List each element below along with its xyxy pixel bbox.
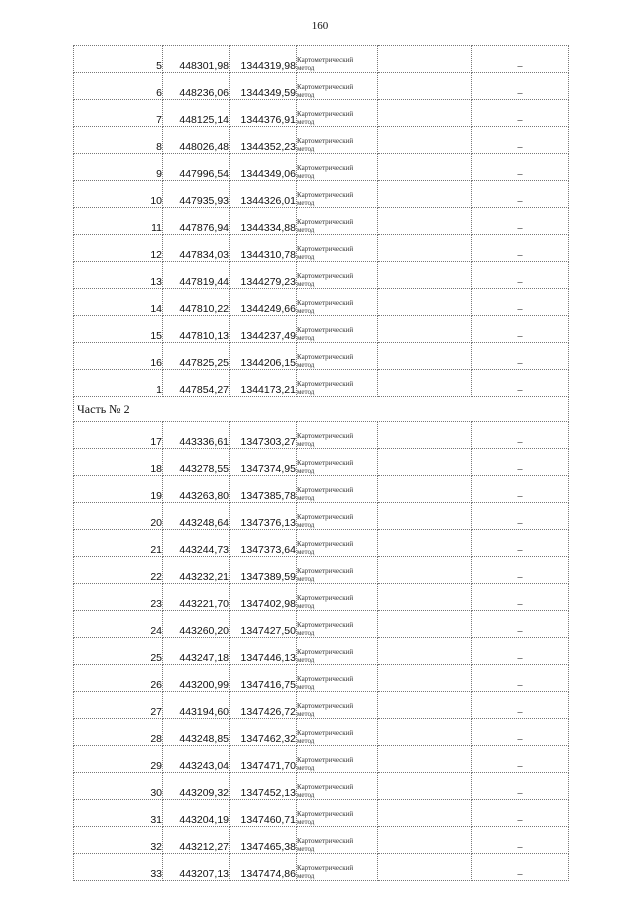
method-text: метод [297, 710, 315, 718]
point-number: 18 [74, 449, 163, 476]
method-text: метод [297, 845, 315, 853]
table-row [74, 208, 569, 235]
table-body-part-2 [74, 422, 569, 881]
method-cell [297, 800, 378, 827]
point-number: 14 [74, 289, 163, 316]
dash-cell: – [472, 719, 569, 746]
empty-cell [378, 181, 472, 208]
method-cell [297, 73, 378, 100]
method-text: метод [297, 280, 315, 288]
coordinate-y: 1347460,71 [230, 800, 297, 827]
coordinate-x: 443243,04 [163, 746, 230, 773]
method-cell [297, 316, 378, 343]
point-number: 6 [74, 73, 163, 100]
coordinate-x: 443336,61 [163, 422, 230, 449]
table-row [74, 46, 569, 73]
method-cell [297, 100, 378, 127]
coordinate-x: 443278,55 [163, 449, 230, 476]
method-text: Картометрический [297, 191, 354, 199]
coordinate-y: 1344249,66 [230, 289, 297, 316]
method-cell [297, 343, 378, 370]
dash-cell: – [472, 854, 569, 881]
point-number: 24 [74, 611, 163, 638]
dash-cell: – [472, 746, 569, 773]
table-row [74, 235, 569, 262]
coordinate-y: 1347471,70 [230, 746, 297, 773]
dash-cell: – [472, 422, 569, 449]
table-row [74, 100, 569, 127]
table-row [74, 584, 569, 611]
point-number: 28 [74, 719, 163, 746]
table-row [74, 422, 569, 449]
method-cell [297, 719, 378, 746]
coordinate-x: 448236,06 [163, 73, 230, 100]
table-row [74, 827, 569, 854]
dash-cell: – [472, 370, 569, 397]
method-text: метод [297, 683, 315, 691]
coordinate-y: 1347446,13 [230, 638, 297, 665]
coordinate-y: 1344349,06 [230, 154, 297, 181]
empty-cell [378, 800, 472, 827]
coordinate-y: 1344334,88 [230, 208, 297, 235]
dash-cell: – [472, 773, 569, 800]
method-text: метод [297, 172, 315, 180]
method-text: Картометрический [297, 702, 354, 710]
dash-cell: – [472, 692, 569, 719]
method-text: Картометрический [297, 783, 354, 791]
table-row [74, 154, 569, 181]
dash-cell: – [472, 181, 569, 208]
coordinate-x: 443221,70 [163, 584, 230, 611]
method-text: Картометрический [297, 540, 354, 548]
dash-cell: – [472, 208, 569, 235]
table-row [74, 316, 569, 343]
table-row [74, 692, 569, 719]
point-number: 22 [74, 557, 163, 584]
coordinate-x: 443209,32 [163, 773, 230, 800]
empty-cell [378, 665, 472, 692]
dash-cell: – [472, 73, 569, 100]
method-cell [297, 449, 378, 476]
method-cell [297, 638, 378, 665]
coordinate-y: 1347303,27 [230, 422, 297, 449]
method-text: метод [297, 656, 315, 664]
coordinates-table [73, 45, 569, 881]
empty-cell [378, 235, 472, 262]
method-text: метод [297, 253, 315, 261]
method-text: метод [297, 764, 315, 772]
table-row [74, 854, 569, 881]
method-text: метод [297, 791, 315, 799]
empty-cell [378, 557, 472, 584]
table-row [74, 181, 569, 208]
method-text: метод [297, 440, 315, 448]
coordinate-y: 1347426,72 [230, 692, 297, 719]
empty-cell [378, 289, 472, 316]
empty-cell [378, 719, 472, 746]
method-text: Картометрический [297, 864, 354, 872]
table-row [74, 773, 569, 800]
coordinate-y: 1344319,98 [230, 46, 297, 73]
point-number: 12 [74, 235, 163, 262]
method-text: Картометрический [297, 459, 354, 467]
empty-cell [378, 692, 472, 719]
coordinate-x: 443247,18 [163, 638, 230, 665]
dash-cell: – [472, 100, 569, 127]
coordinate-x: 447834,03 [163, 235, 230, 262]
empty-cell [378, 343, 472, 370]
coordinate-x: 447810,13 [163, 316, 230, 343]
method-cell [297, 422, 378, 449]
method-cell [297, 181, 378, 208]
empty-cell [378, 100, 472, 127]
coordinate-y: 1347376,13 [230, 503, 297, 530]
table-row [74, 73, 569, 100]
coordinate-y: 1347385,78 [230, 476, 297, 503]
dash-cell: – [472, 611, 569, 638]
section-row [74, 397, 569, 422]
table-row [74, 638, 569, 665]
method-text: метод [297, 629, 315, 637]
point-number: 9 [74, 154, 163, 181]
coordinate-x: 448026,48 [163, 127, 230, 154]
coordinate-x: 447996,54 [163, 154, 230, 181]
coordinate-x: 443248,64 [163, 503, 230, 530]
point-number: 10 [74, 181, 163, 208]
coordinate-x: 447854,27 [163, 370, 230, 397]
dash-cell: – [472, 638, 569, 665]
table-body-part-1 [74, 46, 569, 397]
point-number: 5 [74, 46, 163, 73]
coordinate-x: 443248,85 [163, 719, 230, 746]
method-text: Картометрический [297, 756, 354, 764]
point-number: 15 [74, 316, 163, 343]
method-text: Картометрический [297, 164, 354, 172]
table-row [74, 746, 569, 773]
method-cell [297, 262, 378, 289]
dash-cell: – [472, 46, 569, 73]
coordinate-x: 443244,73 [163, 530, 230, 557]
coordinate-y: 1347452,13 [230, 773, 297, 800]
coordinate-x: 447825,25 [163, 343, 230, 370]
method-cell [297, 208, 378, 235]
dash-cell: – [472, 476, 569, 503]
point-number: 1 [74, 370, 163, 397]
coordinate-y: 1344310,78 [230, 235, 297, 262]
method-text: Картометрический [297, 486, 354, 494]
method-text: Картометрический [297, 56, 354, 64]
method-text: Картометрический [297, 675, 354, 683]
empty-cell [378, 208, 472, 235]
table-row [74, 289, 569, 316]
method-cell [297, 370, 378, 397]
coordinate-y: 1347389,59 [230, 557, 297, 584]
method-text: Картометрический [297, 729, 354, 737]
point-number: 26 [74, 665, 163, 692]
method-text: метод [297, 64, 315, 72]
method-text: метод [297, 818, 315, 826]
method-cell [297, 235, 378, 262]
coordinate-y: 1344352,23 [230, 127, 297, 154]
point-number: 17 [74, 422, 163, 449]
dash-cell: – [472, 289, 569, 316]
method-text: метод [297, 548, 315, 556]
method-cell [297, 584, 378, 611]
dash-cell: – [472, 127, 569, 154]
point-number: 31 [74, 800, 163, 827]
empty-cell [378, 773, 472, 800]
empty-cell [378, 73, 472, 100]
method-text: Картометрический [297, 837, 354, 845]
coordinate-x: 448125,14 [163, 100, 230, 127]
coordinate-x: 447810,22 [163, 289, 230, 316]
empty-cell [378, 262, 472, 289]
coordinate-y: 1347374,95 [230, 449, 297, 476]
page-number: 160 [311, 20, 329, 32]
method-text: метод [297, 361, 315, 369]
coordinate-x: 447935,93 [163, 181, 230, 208]
point-number: 27 [74, 692, 163, 719]
table-row [74, 719, 569, 746]
method-cell [297, 665, 378, 692]
table-row [74, 611, 569, 638]
coordinate-y: 1344206,15 [230, 343, 297, 370]
method-cell [297, 854, 378, 881]
method-text: Картометрический [297, 245, 354, 253]
method-text: метод [297, 494, 315, 502]
method-cell [297, 530, 378, 557]
table-row [74, 665, 569, 692]
table-row [74, 530, 569, 557]
point-number: 25 [74, 638, 163, 665]
method-text: Картометрический [297, 299, 354, 307]
method-text: Картометрический [297, 83, 354, 91]
empty-cell [378, 127, 472, 154]
method-cell [297, 557, 378, 584]
method-text: метод [297, 145, 315, 153]
empty-cell [378, 503, 472, 530]
coordinate-y: 1344173,21 [230, 370, 297, 397]
method-text: Картометрический [297, 380, 354, 388]
method-text: метод [297, 602, 315, 610]
coordinate-x: 448301,98 [163, 46, 230, 73]
method-cell [297, 46, 378, 73]
method-text: Картометрический [297, 513, 354, 521]
empty-cell [378, 746, 472, 773]
method-text: метод [297, 91, 315, 99]
coordinate-y: 1344376,91 [230, 100, 297, 127]
empty-cell [378, 854, 472, 881]
coordinate-y: 1344326,01 [230, 181, 297, 208]
method-text: метод [297, 388, 315, 396]
dash-cell: – [472, 530, 569, 557]
coordinate-y: 1344349,59 [230, 73, 297, 100]
coordinate-x: 443204,19 [163, 800, 230, 827]
point-number: 8 [74, 127, 163, 154]
point-number: 23 [74, 584, 163, 611]
method-text: метод [297, 872, 315, 880]
method-cell [297, 692, 378, 719]
method-text: Картометрический [297, 567, 354, 575]
dash-cell: – [472, 557, 569, 584]
point-number: 13 [74, 262, 163, 289]
method-text: Картометрический [297, 810, 354, 818]
method-cell [297, 827, 378, 854]
section-header-body [74, 397, 569, 422]
table-row [74, 343, 569, 370]
coordinate-x: 443200,99 [163, 665, 230, 692]
dash-cell: – [472, 503, 569, 530]
dash-cell: – [472, 343, 569, 370]
method-cell [297, 773, 378, 800]
method-text: Картометрический [297, 110, 354, 118]
method-cell [297, 127, 378, 154]
empty-cell [378, 611, 472, 638]
empty-cell [378, 449, 472, 476]
method-text: метод [297, 575, 315, 583]
coordinate-y: 1344279,23 [230, 262, 297, 289]
point-number: 11 [74, 208, 163, 235]
table-row [74, 476, 569, 503]
empty-cell [378, 422, 472, 449]
empty-cell [378, 584, 472, 611]
dash-cell: – [472, 449, 569, 476]
dash-cell: – [472, 800, 569, 827]
method-text: метод [297, 118, 315, 126]
method-text: Картометрический [297, 353, 354, 361]
empty-cell [378, 638, 472, 665]
dash-cell: – [472, 235, 569, 262]
dash-cell: – [472, 154, 569, 181]
coordinate-y: 1347427,50 [230, 611, 297, 638]
method-cell [297, 476, 378, 503]
method-text: метод [297, 334, 315, 342]
point-number: 16 [74, 343, 163, 370]
dash-cell: – [472, 584, 569, 611]
method-text: Картометрический [297, 594, 354, 602]
point-number: 32 [74, 827, 163, 854]
point-number: 29 [74, 746, 163, 773]
coordinate-x: 443263,80 [163, 476, 230, 503]
coordinate-x: 443207,13 [163, 854, 230, 881]
method-text: Картометрический [297, 218, 354, 226]
empty-cell [378, 316, 472, 343]
coordinate-x: 443194,60 [163, 692, 230, 719]
method-cell [297, 289, 378, 316]
method-cell [297, 611, 378, 638]
point-number: 19 [74, 476, 163, 503]
table-row [74, 800, 569, 827]
point-number: 33 [74, 854, 163, 881]
point-number: 21 [74, 530, 163, 557]
dash-cell: – [472, 827, 569, 854]
table-row [74, 262, 569, 289]
point-number: 30 [74, 773, 163, 800]
empty-cell [378, 370, 472, 397]
empty-cell [378, 476, 472, 503]
method-text: метод [297, 521, 315, 529]
method-text: метод [297, 199, 315, 207]
coordinate-x: 443260,20 [163, 611, 230, 638]
method-text: Картометрический [297, 432, 354, 440]
empty-cell [378, 827, 472, 854]
coordinate-y: 1347462,32 [230, 719, 297, 746]
method-cell [297, 746, 378, 773]
coordinate-y: 1344237,49 [230, 316, 297, 343]
dash-cell: – [472, 665, 569, 692]
method-text: Картометрический [297, 326, 354, 334]
section-title: Часть № 2 [74, 397, 569, 422]
method-text: Картометрический [297, 621, 354, 629]
method-cell [297, 503, 378, 530]
table-row [74, 503, 569, 530]
method-text: Картометрический [297, 272, 354, 280]
coordinate-y: 1347373,64 [230, 530, 297, 557]
coordinate-y: 1347416,75 [230, 665, 297, 692]
method-text: Картометрический [297, 137, 354, 145]
method-text: метод [297, 226, 315, 234]
coordinate-x: 443212,27 [163, 827, 230, 854]
method-text: Картометрический [297, 648, 354, 656]
empty-cell [378, 530, 472, 557]
dash-cell: – [472, 262, 569, 289]
point-number: 20 [74, 503, 163, 530]
empty-cell [378, 46, 472, 73]
coordinate-x: 447876,94 [163, 208, 230, 235]
coordinate-x: 447819,44 [163, 262, 230, 289]
method-text: метод [297, 307, 315, 315]
empty-cell [378, 154, 472, 181]
method-text: метод [297, 737, 315, 745]
coordinate-y: 1347402,98 [230, 584, 297, 611]
method-cell [297, 154, 378, 181]
point-number: 7 [74, 100, 163, 127]
table-row [74, 370, 569, 397]
coordinate-x: 443232,21 [163, 557, 230, 584]
coordinate-y: 1347474,86 [230, 854, 297, 881]
table-row [74, 557, 569, 584]
dash-cell: – [472, 316, 569, 343]
table-row [74, 449, 569, 476]
table-row [74, 127, 569, 154]
coordinate-y: 1347465,38 [230, 827, 297, 854]
method-text: метод [297, 467, 315, 475]
